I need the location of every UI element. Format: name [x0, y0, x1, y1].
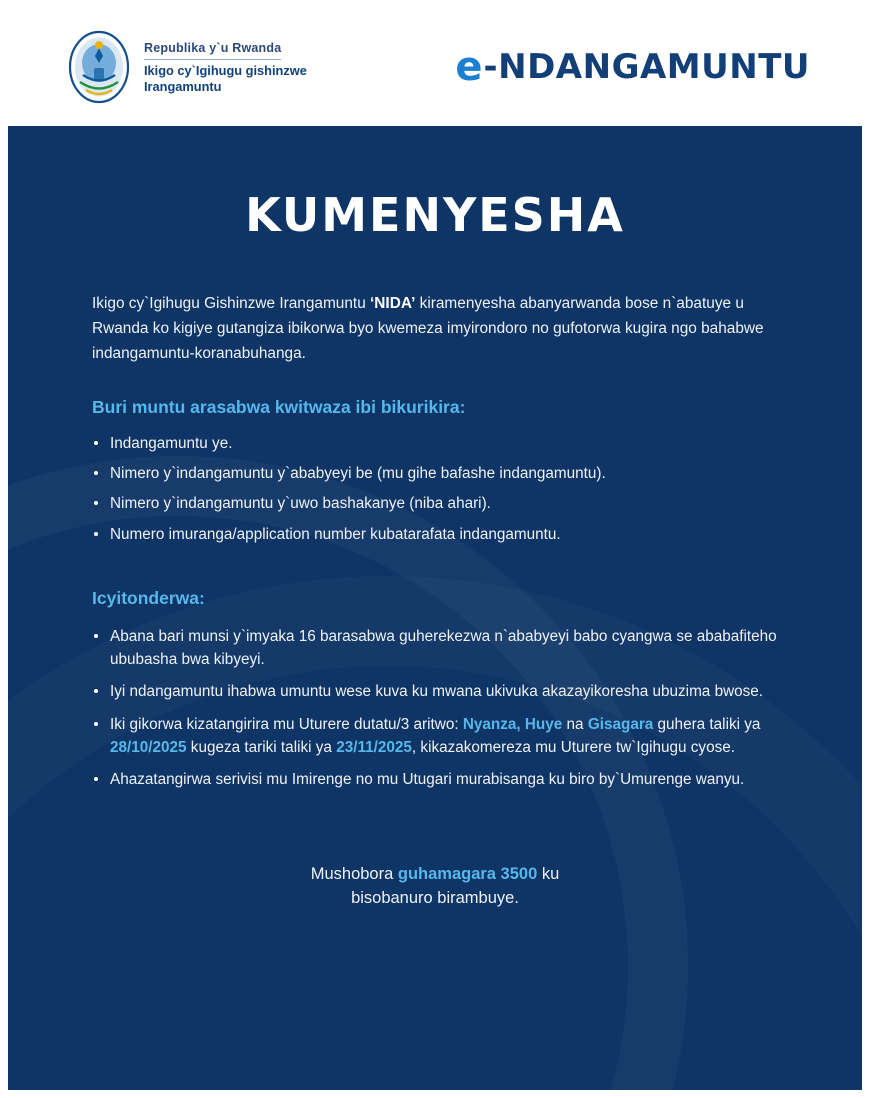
poster-body: [8, 126, 862, 1090]
note-text: , kikazakomereza mu Uturere tw`Igihugu cyose.: [411, 738, 735, 756]
header-text-block: [144, 38, 319, 95]
highlight-districts-1: Nyanza, Huye: [462, 715, 563, 733]
list-item: Numero imuranga/application number kubatarafata indangamuntu.: [92, 523, 778, 546]
poster-body-inner: [92, 126, 778, 911]
list-item: [92, 768, 778, 791]
note-text: na: [562, 715, 588, 733]
poster-header: [8, 8, 862, 126]
highlight-district-gisagara: Gisagara: [587, 715, 654, 733]
footer-line-2: bisobanuro birambuye.: [351, 889, 519, 908]
list-item: [92, 680, 778, 703]
logo-e-mark: e: [455, 44, 483, 90]
highlight-start-date: 28/10/2025: [110, 738, 187, 756]
list-item: [92, 625, 778, 672]
note-text: Iki gikorwa kizatangirira mu Uturere dutatu/3 aritwo:: [110, 715, 463, 733]
list-item: Indangamuntu ye.: [92, 432, 778, 455]
page-title: KUMENYESHA: [245, 188, 625, 242]
note-text: Iyi ndangamuntu ihabwa umuntu wese kuva ku mwana ukivuka akazayikoresha ubuzima bwose.: [110, 683, 764, 701]
notes-list: [92, 625, 778, 792]
intro-part-1: Ikigo cy`Igihugu Gishinzwe Irangamuntu: [92, 295, 371, 312]
note-text: guhera taliki ya: [653, 715, 761, 733]
note-text: Abana bari munsi y`imyaka 16 barasabwa guherekezwa n`ababyeyi babo cyangwa se ababafiteho ububasha bwa kibyeyi.: [110, 627, 777, 669]
footer-pre: Mushobora: [310, 865, 398, 884]
intro-paragraph: [92, 292, 778, 367]
republic-line: Republika y`u Rwanda: [144, 41, 281, 60]
footer-phone-highlight: guhamagara 3500: [397, 865, 538, 884]
list-item: Nimero y`indangamuntu y`uwo bashakanye (niba ahari).: [92, 492, 778, 515]
intro-part-2: kiramenyesha abanyarwanda bose n`abatuye u Rwanda ko kigiye gutangiza ibikorwa byo kwemeza imyirondoro no gufotorwa kugira ngo bahabwe indangamuntu-koranabuhanga.: [92, 295, 764, 362]
rwanda-coat-of-arms-icon: [68, 30, 130, 104]
e-ndangamuntu-logo: [455, 44, 810, 90]
organization-line: Ikigo cy`Igihugu gishinzwe Irangamuntu: [144, 62, 307, 95]
logo-wordmark: -NDANGAMUNTU: [483, 47, 810, 87]
list-item: Nimero y`indangamuntu y`ababyeyi be (mu gihe bafashe indangamuntu).: [92, 462, 778, 485]
highlight-end-date: 23/11/2025: [336, 738, 412, 756]
list-item: [92, 713, 778, 760]
footer-contact: [92, 863, 778, 911]
note-text: kugeza tariki taliki ya: [186, 738, 337, 756]
requirements-heading: Buri muntu arasabwa kwitwaza ibi bikurikira:: [92, 396, 466, 417]
requirements-list: [92, 432, 778, 546]
note-text: Ahazatangirwa serivisi mu Imirenge no mu Utugari murabisanga ku biro by`Umurenge wanyu.: [110, 771, 745, 789]
header-identity: [68, 30, 319, 104]
footer-post: ku: [537, 865, 560, 884]
notes-heading: Icyitonderwa:: [92, 587, 205, 608]
intro-bold-nida: ‘NIDA’: [370, 295, 416, 312]
